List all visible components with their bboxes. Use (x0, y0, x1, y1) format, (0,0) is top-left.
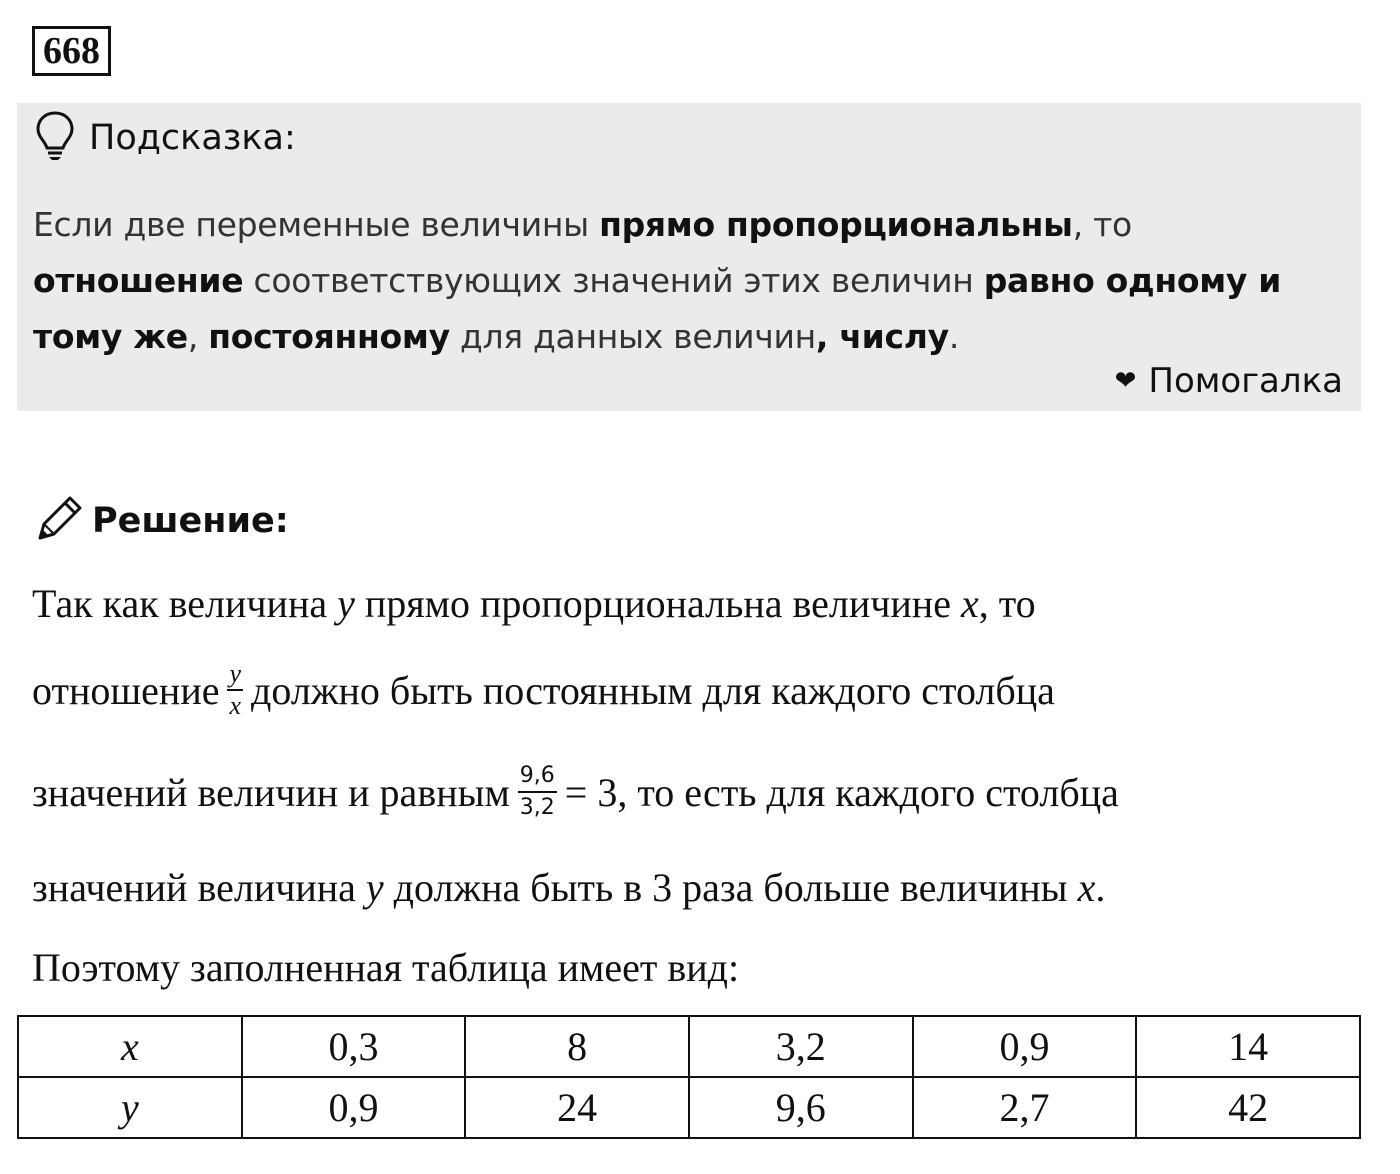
text-span: = 3, то есть для каждого столбца (564, 769, 1119, 815)
table-cell: 3,2 (689, 1016, 913, 1077)
solution-header (34, 494, 289, 548)
hint-emphasis: , числу (815, 317, 949, 356)
variable-y: y (365, 864, 384, 910)
hint-header (35, 113, 296, 163)
hint-segment: Если две переменные величины (33, 205, 600, 244)
lightbulb-icon (35, 110, 75, 166)
table-cell: 2,7 (913, 1077, 1137, 1138)
task-number: 668 (32, 26, 111, 76)
hint-segment: . (948, 317, 960, 356)
text-span: значений величина (32, 864, 366, 910)
hint-box (17, 103, 1361, 411)
solution-line-1 (32, 578, 1036, 628)
table-cell: 42 (1136, 1077, 1360, 1138)
text-span: Поэтому заполненная таблица имеет вид: (32, 944, 740, 990)
variable-x: x (1077, 864, 1096, 910)
heart-icon: ❤ (1114, 366, 1137, 396)
hint-segment: , то (1072, 205, 1143, 244)
fraction-denominator: 3,2 (519, 795, 555, 820)
table-header-y: y (18, 1077, 242, 1138)
hint-emphasis: прямо пропорциональны (599, 205, 1073, 244)
table-cell: 0,3 (242, 1016, 466, 1077)
text-span: прямо пропорциональна величине (354, 580, 961, 626)
table-cell: 24 (465, 1077, 689, 1138)
text-span: должно быть постоянным для каждого столбца (251, 667, 1055, 713)
variable-y: y (337, 580, 355, 626)
table-cell: 14 (1136, 1016, 1360, 1077)
solution-line-3 (32, 756, 1119, 828)
table-cell: 0,9 (242, 1077, 466, 1138)
text-span: . (1095, 864, 1106, 910)
variable-x: x (960, 580, 979, 626)
hint-emphasis: постоянному (208, 317, 450, 356)
solution-line-5 (32, 942, 739, 992)
solution-title: Решение: (92, 501, 289, 541)
fraction-numerator: 9,6 (518, 761, 557, 793)
hint-text (33, 197, 1351, 365)
hint-emphasis: отношение (33, 261, 244, 300)
text-span: отношение (32, 667, 220, 713)
hint-credit (1115, 361, 1343, 401)
values-table (17, 1015, 1361, 1139)
table-cell: 0,9 (913, 1016, 1137, 1077)
text-span: , то (978, 580, 1036, 626)
fraction-y-over-x (227, 659, 243, 721)
fraction-denominator: x (229, 691, 242, 720)
hint-segment: соответствующих значений этих величин (243, 261, 984, 300)
hint-segment: , (187, 317, 209, 356)
table-header-x: x (18, 1016, 242, 1077)
hint-segment: для данных величин (449, 317, 816, 356)
hint-title: Подсказка: (89, 118, 296, 158)
text-span: Так как величина (32, 580, 338, 626)
table-cell: 8 (465, 1016, 689, 1077)
fraction-numerator: y (227, 659, 243, 691)
solution-line-4 (32, 862, 1105, 912)
credit-label: Помогалка (1148, 361, 1343, 401)
fraction-ratio (518, 761, 557, 823)
table-row-y (18, 1077, 1360, 1138)
pencil-icon (34, 494, 84, 548)
table-row-x (18, 1016, 1360, 1077)
table-cell: 9,6 (689, 1077, 913, 1138)
hint-emphasis: равно одному и тому же (33, 261, 1293, 356)
solution-line-2 (32, 655, 1055, 725)
text-span: значений величин и равным (32, 769, 510, 815)
text-span: должна быть в 3 раза больше величины (383, 864, 1078, 910)
